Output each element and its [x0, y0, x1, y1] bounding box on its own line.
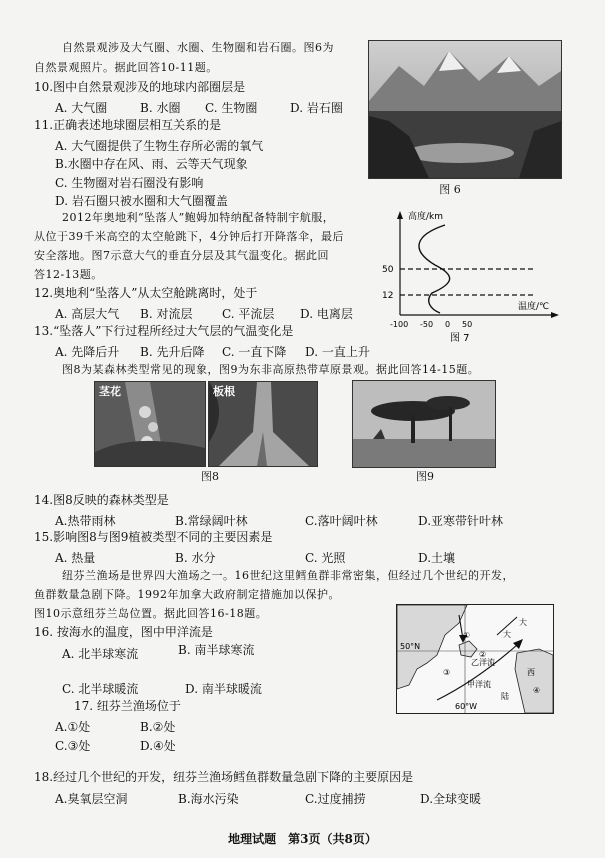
q18-option-b[interactable]: B.海水污染	[178, 792, 239, 806]
fig10-label-yi-current: 乙洋流	[471, 658, 495, 667]
intro3-text: 图8为某森林类型常见的现象，图9为东非高原热带草原景观。据此回答14-15题。	[62, 363, 480, 376]
fig7-xtick-minus100: -100	[390, 320, 409, 329]
q17-option-b[interactable]: B.②处	[140, 720, 176, 734]
figure-7-chart	[370, 205, 570, 345]
q16-option-a[interactable]: A. 北半球寒流	[62, 647, 139, 661]
fig10-marker-2: ②	[479, 650, 487, 659]
q17-option-a[interactable]: A.①处	[55, 720, 91, 734]
q13-option-d[interactable]: D. 一直上升	[305, 345, 370, 359]
fig7-ytick-12: 12	[382, 291, 394, 301]
figure-10-map	[396, 604, 554, 714]
q16-stem: 16. 按海水的温度，图中甲洋流是	[34, 625, 213, 639]
q18-option-c[interactable]: C.过度捕捞	[305, 792, 366, 806]
intro4-line1: 纽芬兰渔场是世界四大渔场之一。16世纪这里鳕鱼群非常密集，但经过几个世纪的开发，	[62, 569, 514, 582]
q12-option-c[interactable]: C. 平流层	[222, 307, 275, 321]
fig10-marker-1: ①	[463, 631, 471, 640]
figure-6-caption: 图 6	[439, 183, 461, 196]
q14-option-b[interactable]: B.常绿阔叶林	[175, 514, 248, 528]
q10-stem: 10.图中自然景观涉及的地球内部圈层是	[34, 80, 246, 94]
q13-option-b[interactable]: B. 先升后降	[140, 345, 205, 359]
q10-option-c[interactable]: C. 生物圈	[205, 101, 258, 115]
fig8-label-cauliflory: 茎花	[99, 385, 121, 398]
q17-stem: 17. 纽芬兰渔场位于	[74, 699, 181, 713]
q15-stem: 15.影响图8与图9植被类型不同的主要因素是	[34, 530, 273, 544]
fig10-lat-label: 50°N	[400, 642, 421, 651]
q11-option-c[interactable]: C. 生物圈对岩石圈没有影响	[55, 176, 204, 190]
q13-stem: 13.“坠落人”下行过程所经过大气层的气温变化是	[34, 324, 294, 338]
figure-9-caption: 图9	[416, 470, 434, 483]
fig10-label-west: 西	[527, 668, 535, 677]
intro2-line3: 安全落地。图7示意大气的垂直分层及其气温变化。据此回	[34, 249, 329, 262]
q10-option-a[interactable]: A. 大气圈	[55, 101, 108, 115]
intro2-line1: 2012年奥地利“坠落人”鲍姆加特纳配备特制宇航服，	[62, 211, 335, 224]
q17-option-d[interactable]: D.④处	[140, 739, 176, 753]
q17-option-c[interactable]: C.③处	[55, 739, 91, 753]
fig10-europe-africa-land	[515, 649, 553, 713]
figure-6-photo	[368, 40, 562, 179]
intro2-line4: 答12-13题。	[34, 268, 103, 281]
fig10-marker-4: ④	[533, 686, 541, 695]
intro4-line2: 鱼群数量急剧下降。1992年加拿大政府制定措施加以保护。	[34, 588, 340, 601]
q14-stem: 14.图8反映的森林类型是	[34, 493, 169, 507]
q14-option-c[interactable]: C.落叶阔叶林	[305, 514, 378, 528]
q11-option-a[interactable]: A. 大气圈提供了生物生存所必需的氧气	[55, 139, 264, 153]
savanna-image	[353, 381, 495, 467]
fig7-ytick-50: 50	[382, 265, 394, 275]
q16-option-b[interactable]: B. 南半球寒流	[178, 643, 255, 657]
q16-option-c[interactable]: C. 北半球暖流	[62, 682, 139, 696]
fig7-caption: 图 7	[450, 333, 470, 344]
intro1-line1: 自然景观涉及大气圈、水圈、生物圈和岩石圈。图6为	[62, 41, 334, 54]
q18-option-a[interactable]: A.臭氧层空洞	[55, 792, 128, 806]
q15-option-b[interactable]: B. 水分	[175, 551, 216, 565]
q18-stem: 18.经过几个世纪的开发，纽芬兰渔场鳕鱼群数量急剧下降的主要原因是	[34, 770, 414, 784]
q14-option-a[interactable]: A.热带雨林	[55, 514, 116, 528]
q11-option-b[interactable]: B.水圈中存在风、雨、云等天气现象	[55, 157, 248, 171]
q15-option-a[interactable]: A. 热量	[55, 551, 96, 565]
figure-8-photo-buttress-root	[208, 381, 318, 467]
figure-8-photo-cauliflory	[94, 381, 206, 467]
intro2-line2: 从位于39千米高空的太空舱跳下，4分钟后打开降落伞，最后	[34, 230, 344, 243]
q11-option-d[interactable]: D. 岩石圈只被水圈和大气圈覆盖	[55, 194, 228, 208]
fig10-label-jia-current: 甲洋流	[467, 680, 491, 689]
fig10-label-wind-b: 大	[519, 618, 527, 627]
q12-stem: 12.奥地利“坠落人”从太空舱跳离时，处于	[34, 286, 258, 300]
q12-option-a[interactable]: A. 高层大气	[55, 307, 120, 321]
figure-8-caption: 图8	[201, 470, 219, 483]
q15-option-d[interactable]: D.土壤	[418, 551, 456, 565]
q18-option-d[interactable]: D.全球变暖	[420, 792, 482, 806]
fig7-x-arrow	[551, 312, 559, 318]
q11-stem: 11.正确表述地球圈层相互关系的是	[34, 118, 222, 132]
page-footer: 地理试题 第3页（共8页）	[228, 832, 377, 846]
fig10-newfoundland-island	[459, 641, 477, 657]
q14-option-d[interactable]: D.亚寒带针叶林	[418, 514, 504, 528]
q10-option-b[interactable]: B. 水圈	[140, 101, 181, 115]
intro1-line2: 自然景观照片。据此回答10-11题。	[34, 61, 218, 74]
q12-option-d[interactable]: D. 电离层	[300, 307, 353, 321]
q13-option-c[interactable]: C. 一直下降	[222, 345, 287, 359]
q13-option-a[interactable]: A. 先降后升	[55, 345, 120, 359]
intro4-line3: 图10示意纽芬兰岛位置。据此回答16-18题。	[34, 607, 268, 620]
fig10-label-land: 陆	[501, 692, 509, 701]
fig10-lon-label: 60°W	[455, 702, 478, 711]
fig7-xlabel: 温度/℃	[518, 302, 550, 312]
mountain-landscape-image	[369, 41, 561, 178]
fig7-xtick-0: 0	[445, 320, 451, 329]
fig7-xtick-50: 50	[462, 320, 473, 329]
q10-option-d[interactable]: D. 岩石圈	[290, 101, 343, 115]
fig10-marker-3: ③	[443, 668, 451, 677]
figure-9-photo-savanna	[352, 380, 496, 468]
q15-option-c[interactable]: C. 光照	[305, 551, 346, 565]
fig10-label-wind-a: 大	[503, 630, 511, 639]
q12-option-b[interactable]: B. 对流层	[140, 307, 193, 321]
fig7-ylabel: 高度/km	[408, 212, 444, 222]
q16-option-d[interactable]: D. 南半球暖流	[185, 682, 262, 696]
fig7-y-arrow	[397, 211, 403, 219]
fig8-label-buttress-root: 板根	[213, 385, 235, 398]
fig7-xtick-minus50: -50	[420, 320, 434, 329]
